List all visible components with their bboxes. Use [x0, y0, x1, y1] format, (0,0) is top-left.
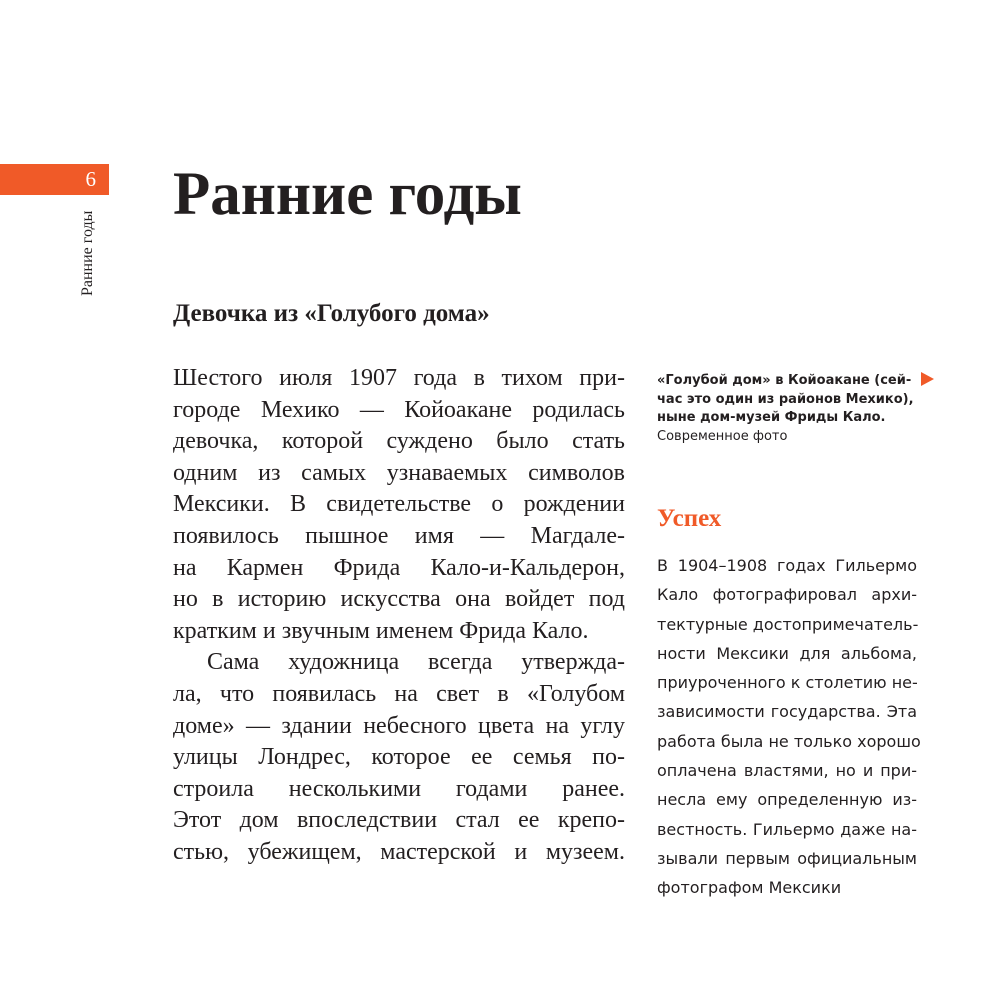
body-line: Сама художница всегда утвержда-	[207, 649, 625, 676]
body-line: Шестого июля 1907 года в тихом при-	[173, 365, 625, 391]
sidebar-line: зависимости государства. Эта	[657, 702, 917, 722]
body-line: одним из самых узнаваемых символов	[173, 459, 625, 486]
body-line: появилось пышное имя — Магдале-	[173, 522, 625, 549]
page-number: 6	[85, 167, 96, 191]
caption-credit: Современное фото	[657, 428, 788, 444]
sidebar-line: Кало фотографировал архи-	[657, 585, 917, 605]
sidebar-line: приуроченного к столетию не-	[657, 673, 918, 693]
caption-line: «Голубой дом» в Койоакане (сей-	[657, 373, 912, 388]
caption-line: ныне дом-музей Фриды Кало.	[657, 410, 886, 425]
sidebar-title: Успех	[657, 505, 722, 532]
caption-line: час это один из районов Мехико),	[657, 391, 914, 407]
body-line: городе Мехико — Койоакане родилась	[173, 396, 625, 423]
sidebar-line: оплачена властями, но и при-	[657, 761, 917, 781]
body-line: Мексики. В свидетельстве о рождении	[173, 491, 625, 518]
body-line: стью, убежищем, мастерской и музеем.	[173, 838, 625, 865]
sidebar-line: тектурные достопримечатель-	[657, 614, 919, 634]
page-number-tab	[0, 164, 109, 195]
sidebar-line: фотографом Мексики	[657, 878, 842, 898]
sidebar-line: В 1904–1908 годах Гильермо	[657, 556, 917, 575]
caption-arrow-icon	[921, 372, 934, 386]
sidebar-line: ности Мексики для альбома,	[657, 643, 917, 663]
sidebar-line: работа была не только хорошо	[657, 731, 921, 751]
body-line: девочка, которой суждено было стать	[173, 428, 625, 455]
chapter-title: Ранние годы	[173, 161, 522, 228]
section-title: Девочка из «Голубого дома»	[173, 300, 490, 327]
body-paragraphs	[173, 363, 625, 869]
body-line: кратким и звучным именем Фрида Кало.	[173, 617, 589, 644]
body-line: улицы Лондрес, которое ее семья по-	[173, 744, 625, 771]
sidebar-line: вестность. Гильермо даже на-	[657, 819, 917, 839]
sidebar-line: зывали первым официальным	[657, 848, 917, 868]
running-head: Ранние годы	[79, 210, 96, 296]
body-line: ла, что появилась на свет в «Голубом	[173, 680, 625, 707]
photo-caption	[657, 372, 937, 446]
sidebar-text	[657, 551, 921, 903]
body-line: строила несколькими годами ранее.	[173, 775, 625, 802]
body-line: на Кармен Фрида Кало-и-Кальдерон,	[173, 554, 625, 581]
body-line: Этот дом впоследствии стал ее крепо-	[173, 807, 625, 834]
body-line: но в историю искусства она войдет под	[173, 586, 625, 613]
sidebar-line: несла ему определенную из-	[657, 790, 917, 810]
body-line: доме» — здании небесного цвета на углу	[173, 712, 625, 739]
